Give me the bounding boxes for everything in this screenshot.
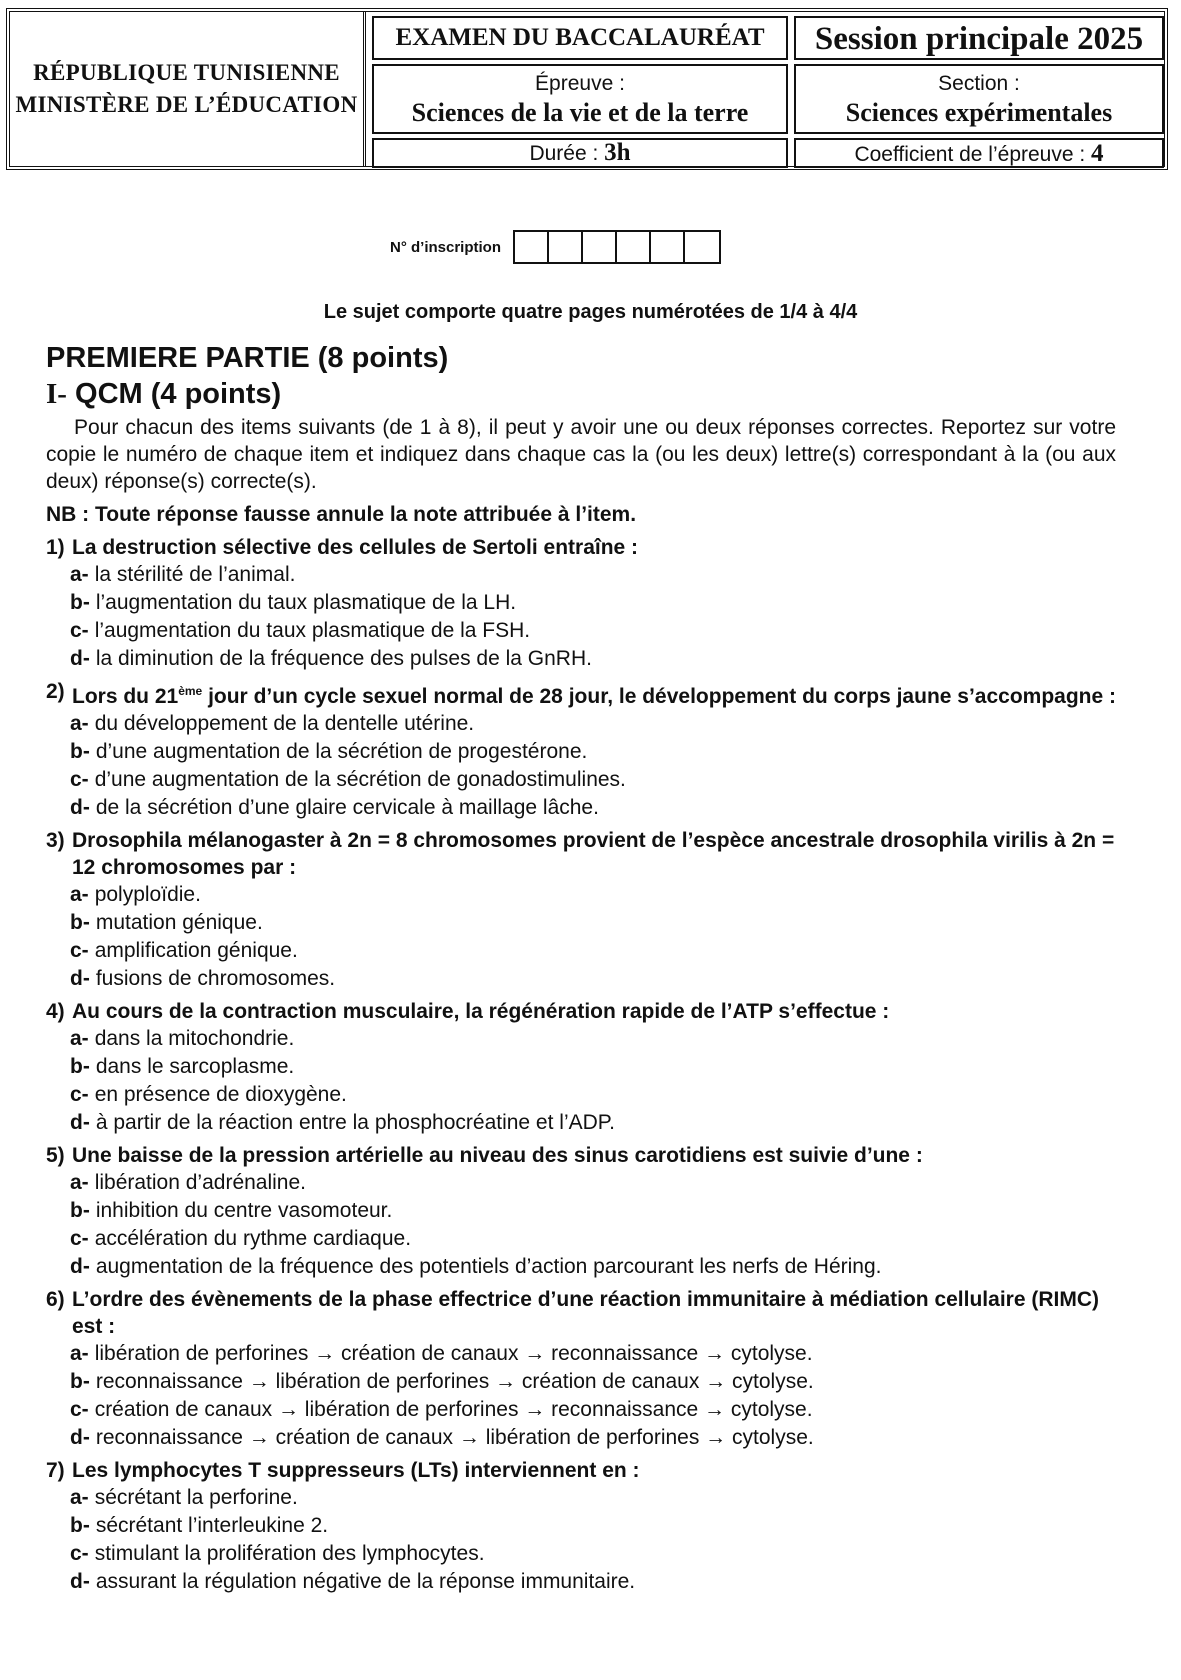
qcm-item — [46, 678, 1116, 822]
option-letter: c- — [70, 939, 89, 962]
duration-cell — [372, 138, 788, 168]
answer-option — [46, 1169, 1116, 1197]
option-text: inhibition du centre vasomoteur. — [95, 1199, 393, 1222]
option-text: libération d’adrénaline. — [94, 1171, 306, 1194]
answer-option — [46, 1053, 1116, 1081]
answer-option — [46, 1512, 1116, 1540]
option-letter: c- — [70, 1398, 89, 1421]
option-letter: c- — [70, 1227, 89, 1250]
option-text: amplification génique. — [94, 939, 298, 962]
question-number: 4) — [46, 1000, 65, 1023]
answer-option — [46, 738, 1116, 766]
option-text: mutation génique. — [95, 911, 263, 934]
answer-option — [46, 561, 1116, 589]
question — [46, 1457, 1116, 1484]
option-letter: a- — [70, 1342, 89, 1365]
section-name: Sciences expérimentales — [845, 98, 1113, 127]
answer-option — [46, 617, 1116, 645]
answer-option — [46, 766, 1116, 794]
subject-label: Épreuve : — [535, 72, 625, 95]
answer-option — [46, 1109, 1116, 1137]
option-letter: c- — [70, 768, 89, 791]
option-letter: d- — [70, 1255, 90, 1278]
answer-option — [46, 1568, 1116, 1596]
session-title: Session principale 2025 — [794, 16, 1164, 60]
answer-option — [46, 909, 1116, 937]
option-text: l’augmentation du taux plasmatique de la FSH. — [94, 619, 531, 642]
option-text: reconnaissance → libération de perforines → création de canaux → cytolyse. — [95, 1370, 814, 1393]
question-text: La destruction sélective des cellules de Sertoli entraîne : — [72, 536, 639, 559]
question-number: 2) — [46, 680, 65, 703]
inscription-box — [549, 232, 583, 262]
option-letter: c- — [70, 619, 89, 642]
nb-note: NB : Toute réponse fausse annule la note attribuée à l’item. — [46, 503, 637, 526]
option-text: la diminution de la fréquence des pulses de la GnRH. — [95, 647, 592, 670]
section-heading — [46, 376, 1116, 412]
answer-option — [46, 645, 1116, 673]
question-text-start: Lors du 21 — [72, 685, 179, 708]
answer-option — [46, 1340, 1116, 1368]
answer-option — [46, 1081, 1116, 1109]
option-text: sécrétant la perforine. — [94, 1486, 298, 1509]
option-text: stimulant la prolifération des lymphocytes. — [94, 1542, 485, 1565]
option-letter: d- — [70, 967, 90, 990]
answer-option — [46, 1368, 1116, 1396]
question-text — [72, 678, 1116, 710]
question-text: L’ordre des évènements de la phase effectrice d’une réaction immunitaire à médiation cellulaire (RIMC) est : — [72, 1288, 1099, 1338]
question-text: Au cours de la contraction musculaire, la régénération rapide de l’ATP s’effectue : — [72, 1000, 890, 1023]
question-number: 1) — [46, 536, 65, 559]
duration-value: 3h — [604, 139, 631, 166]
coefficient-label: Coefficient de l’épreuve : — [854, 143, 1086, 166]
question-text: Les lymphocytes T suppresseurs (LTs) interviennent en : — [72, 1459, 640, 1482]
option-text: dans le sarcoplasme. — [95, 1055, 295, 1078]
subject-name: Sciences de la vie et de la terre — [411, 98, 749, 127]
instructions — [46, 414, 1116, 495]
option-letter: b- — [70, 1514, 90, 1537]
qcm-item — [46, 827, 1116, 993]
republic-name: RÉPUBLIQUE TUNISIENNE — [33, 60, 340, 85]
coefficient-value: 4 — [1091, 140, 1104, 167]
qcm-item — [46, 998, 1116, 1137]
ordinal-suffix: ème — [178, 684, 203, 698]
answer-option — [46, 881, 1116, 909]
option-text: du développement de la dentelle utérine. — [94, 712, 475, 735]
option-letter: a- — [70, 883, 89, 906]
option-text: en présence de dioxygène. — [94, 1083, 347, 1106]
part-title: PREMIERE PARTIE (8 points) — [46, 342, 449, 374]
qcm-item — [46, 1457, 1116, 1596]
option-letter: b- — [70, 1199, 90, 1222]
option-text: accélération du rythme cardiaque. — [94, 1227, 412, 1250]
answer-option — [46, 794, 1116, 822]
section-cell — [794, 64, 1164, 134]
question — [46, 1286, 1116, 1340]
instructions-text: Pour chacun des items suivants (de 1 à 8), il peut y avoir une ou deux réponses correctes. Reportez sur votre copie le numéro de chaque item et indiquez dans chaque cas la (ou les deux) lettre(s) correspondant à la (ou aux deux) réponse(s) correcte(s). — [46, 416, 1116, 493]
question — [46, 827, 1116, 881]
option-text: l’augmentation du taux plasmatique de la LH. — [95, 591, 517, 614]
question-number: 7) — [46, 1459, 65, 1482]
ministry-name: MINISTÈRE DE L’ÉDUCATION — [15, 92, 358, 117]
option-text: augmentation de la fréquence des potentiels d’action parcourant les nerfs de Héring. — [95, 1255, 882, 1278]
issuer-block — [10, 12, 366, 166]
question — [46, 678, 1116, 710]
subject-cell — [372, 64, 788, 134]
answer-option — [46, 1540, 1116, 1568]
qcm-item — [46, 534, 1116, 673]
inscription-boxes — [513, 230, 721, 264]
option-text: sécrétant l’interleukine 2. — [95, 1514, 329, 1537]
answer-option — [46, 1253, 1116, 1281]
option-letter: d- — [70, 647, 90, 670]
answer-option — [46, 965, 1116, 993]
inscription-row — [390, 230, 721, 264]
option-letter: b- — [70, 1055, 90, 1078]
option-text: d’une augmentation de la sécrétion de gonadostimulines. — [94, 768, 626, 791]
answer-option — [46, 710, 1116, 738]
option-text: à partir de la réaction entre la phosphocréatine et l’ADP. — [95, 1111, 615, 1134]
exam-title: EXAMEN DU BACCALAURÉAT — [372, 16, 788, 60]
answer-option — [46, 1424, 1116, 1452]
inscription-label: N° d’inscription — [390, 238, 501, 256]
answer-option — [46, 1396, 1116, 1424]
option-letter: d- — [70, 1111, 90, 1134]
option-text: la stérilité de l’animal. — [94, 563, 296, 586]
question-text: Drosophila mélanogaster à 2n = 8 chromosomes provient de l’espèce ancestrale drosophila virilis à 2n = 12 chromosomes par : — [72, 829, 1115, 879]
option-letter: d- — [70, 796, 90, 819]
answer-option — [46, 1197, 1116, 1225]
answer-option — [46, 937, 1116, 965]
inscription-box — [583, 232, 617, 262]
option-text: d’une augmentation de la sécrétion de progestérone. — [95, 740, 588, 763]
option-letter: d- — [70, 1570, 90, 1593]
question-number: 6) — [46, 1288, 65, 1311]
option-text: fusions de chromosomes. — [95, 967, 336, 990]
option-letter: a- — [70, 563, 89, 586]
question-text-end: jour d’un cycle sexuel normal de 28 jour, le développement du corps jaune s’accompagne : — [202, 685, 1117, 708]
qcm-items — [46, 534, 1116, 1596]
option-letter: b- — [70, 591, 90, 614]
option-letter: c- — [70, 1542, 89, 1565]
exam-header — [6, 8, 1168, 170]
exam-content — [46, 340, 1116, 1596]
option-letter: b- — [70, 740, 90, 763]
qcm-item — [46, 1286, 1116, 1452]
option-letter: a- — [70, 1486, 89, 1509]
section-title: QCM (4 points) — [75, 378, 282, 410]
answer-option — [46, 1025, 1116, 1053]
option-letter: b- — [70, 911, 90, 934]
inscription-box — [617, 232, 651, 262]
inscription-box — [515, 232, 549, 262]
section-number: I- — [46, 378, 67, 410]
question — [46, 1142, 1116, 1169]
option-text: reconnaissance → création de canaux → libération de perforines → cytolyse. — [95, 1426, 814, 1449]
question — [46, 534, 1116, 561]
answer-option — [46, 1225, 1116, 1253]
option-text: création de canaux → libération de perforines → reconnaissance → cytolyse. — [94, 1398, 813, 1421]
question-text: Une baisse de la pression artérielle au niveau des sinus carotidiens est suivie d’une : — [72, 1144, 923, 1167]
option-text: polyploïdie. — [94, 883, 201, 906]
option-letter: b- — [70, 1370, 90, 1393]
option-text: de la sécrétion d’une glaire cervicale à maillage lâche. — [95, 796, 599, 819]
pages-note: Le sujet comporte quatre pages numérotées de 1/4 à 4/4 — [323, 301, 858, 323]
duration-label: Durée : — [529, 142, 599, 165]
question — [46, 998, 1116, 1025]
inscription-box — [685, 232, 719, 262]
question-number: 3) — [46, 829, 65, 852]
option-letter: a- — [70, 712, 89, 735]
qcm-item — [46, 1142, 1116, 1281]
inscription-box — [651, 232, 685, 262]
option-letter: d- — [70, 1426, 90, 1449]
option-text: dans la mitochondrie. — [94, 1027, 295, 1050]
option-text: libération de perforines → création de canaux → reconnaissance → cytolyse. — [94, 1342, 813, 1365]
answer-option — [46, 589, 1116, 617]
option-letter: a- — [70, 1027, 89, 1050]
section-label: Section : — [938, 72, 1020, 95]
option-letter: a- — [70, 1171, 89, 1194]
question-number: 5) — [46, 1144, 65, 1167]
answer-option — [46, 1484, 1116, 1512]
option-letter: c- — [70, 1083, 89, 1106]
option-text: assurant la régulation négative de la réponse immunitaire. — [95, 1570, 636, 1593]
coefficient-cell — [794, 138, 1164, 168]
